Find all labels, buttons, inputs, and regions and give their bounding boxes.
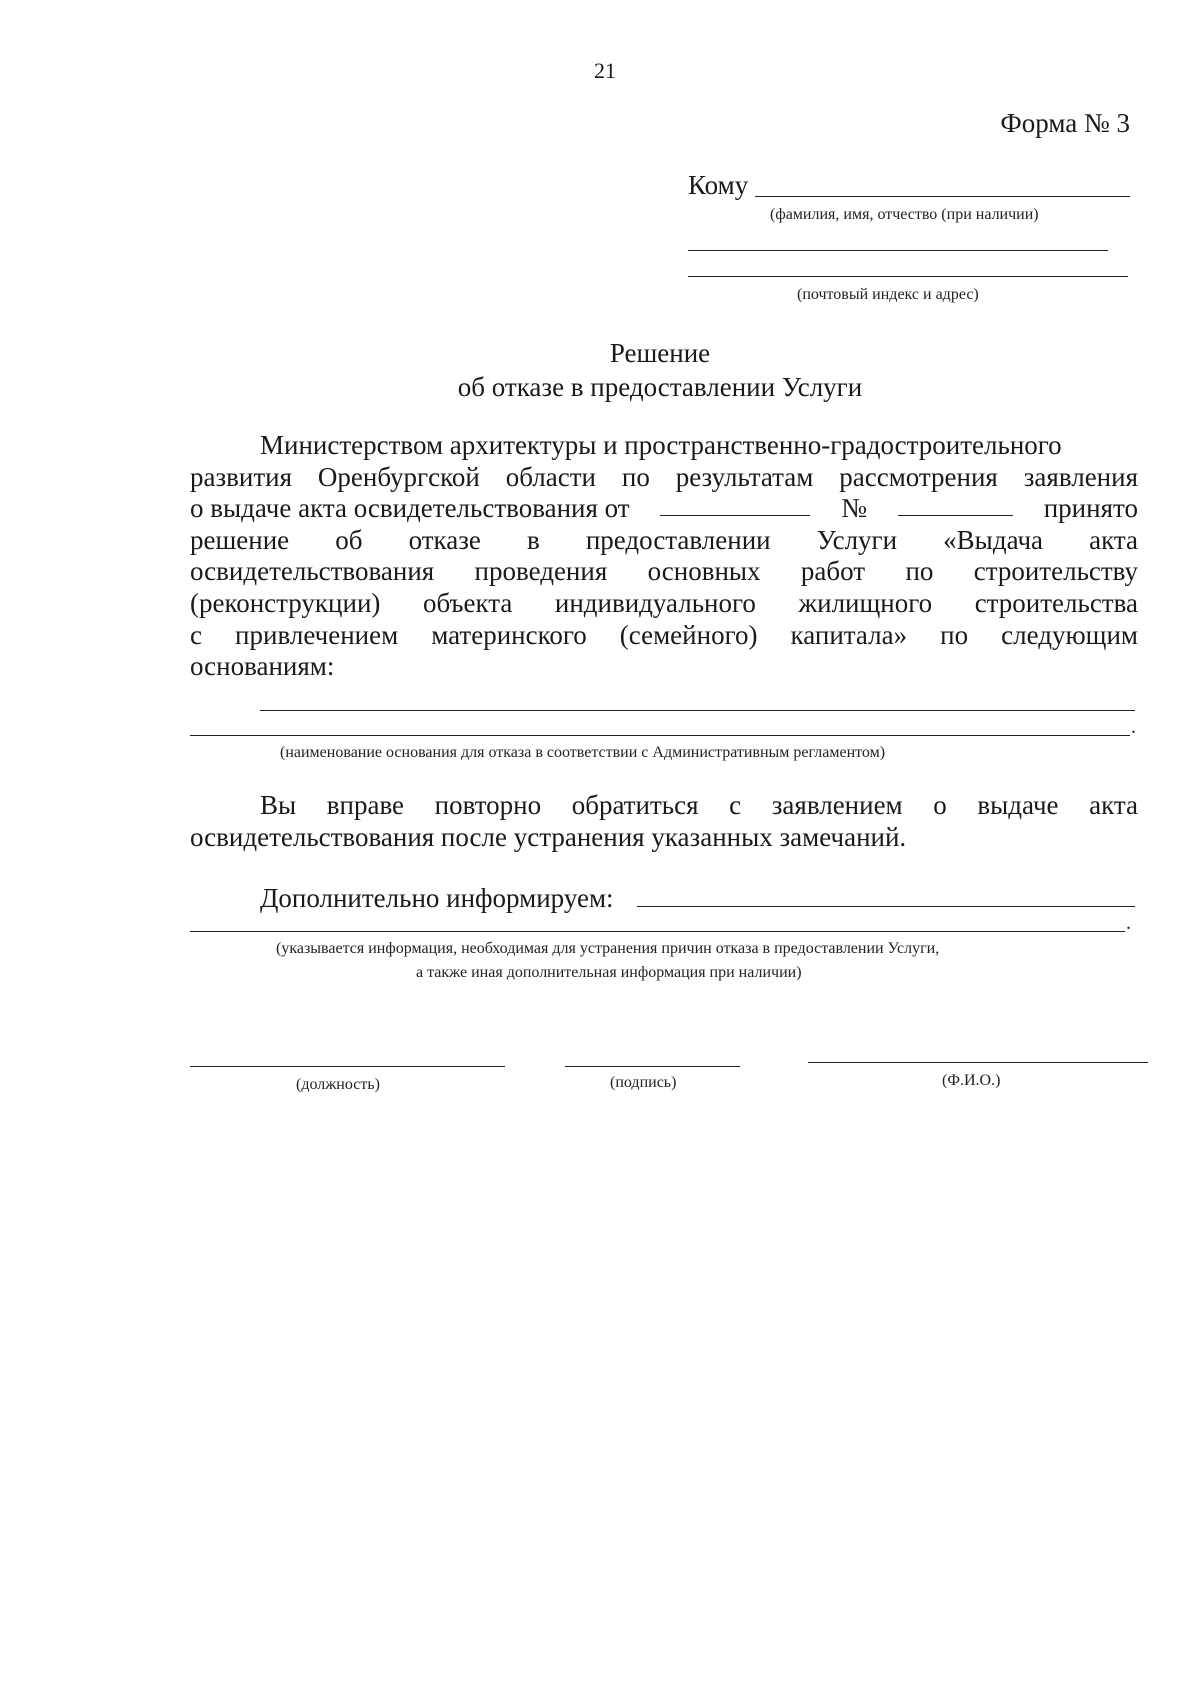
body-line-3 (190, 493, 1138, 525)
body-line-3-start: о выдаче акта освидетельствования от (190, 493, 630, 524)
body-line-2: развития Оренбургской области по результатам рассмотрения заявления (190, 461, 1138, 492)
additional-caption-1: (указывается информация, необходимая для устранения причин отказа в предоставлении Услуги, (276, 940, 940, 957)
recipient-address-caption: (почтовый индекс и адрес) (797, 286, 979, 303)
body-line-1: Министерством архитектуры и пространственно-градостроительного (260, 430, 1062, 460)
document-subtitle: об отказе в предоставлении Услуги (457, 372, 863, 402)
application-date-field[interactable] (660, 493, 810, 516)
recipient-to-label: Кому (688, 170, 749, 200)
number-sign: № (841, 493, 868, 524)
recipient-address-field-2[interactable] (688, 276, 1128, 277)
additional-info-label: Дополнительно информируем: (260, 883, 614, 913)
position-caption: (должность) (296, 1076, 380, 1093)
application-number-field[interactable] (898, 493, 1013, 516)
body-line-6: (реконструкции) объекта индивидуального жилищного строительства (190, 587, 1138, 618)
page-number: 21 (594, 58, 616, 83)
body-line-8: основаниям: (190, 651, 335, 682)
position-field[interactable] (190, 1066, 505, 1067)
document-title: Решение (609, 338, 711, 368)
fio-field[interactable] (808, 1062, 1148, 1063)
body-line-3-end: принято (1043, 493, 1138, 524)
recipient-address-field-1[interactable] (688, 250, 1108, 251)
decision-paragraph (190, 430, 1138, 683)
body-line-5: освидетельствования проведения основных работ по строительству (190, 556, 1138, 587)
reason-field-2[interactable] (190, 735, 1130, 736)
additional-period: . (1126, 912, 1131, 934)
signature-caption: (подпись) (610, 1074, 677, 1091)
fio-caption: (Ф.И.О.) (942, 1072, 1001, 1089)
reason-period: . (1131, 716, 1136, 738)
additional-info-field-1[interactable] (637, 906, 1135, 907)
body-line-7: с привлечением материнского (семейного) капитала» по следующим (190, 619, 1138, 650)
reason-field-1[interactable] (260, 710, 1135, 711)
recipient-name-caption: (фамилия, имя, отчество (при наличии) (770, 206, 1039, 223)
signature-field[interactable] (565, 1066, 740, 1067)
recipient-name-field[interactable] (755, 196, 1130, 197)
additional-info-field-2[interactable] (190, 931, 1125, 932)
body-line-4: решение об отказе в предоставлении Услуги «Выдача акта (190, 524, 1138, 555)
reapply-line-1: Вы вправе повторно обратиться с заявлением о выдаче акта (260, 790, 1138, 820)
reapply-paragraph (190, 790, 1138, 853)
additional-caption-2: а также иная дополнительная информация при наличии) (416, 964, 802, 981)
form-label: Форма № 3 (1000, 108, 1130, 138)
reapply-line-2: освидетельствования после устранения указанных замечаний. (190, 821, 907, 852)
reason-caption: (наименование основания для отказа в соответствии с Административным регламентом) (280, 744, 886, 761)
